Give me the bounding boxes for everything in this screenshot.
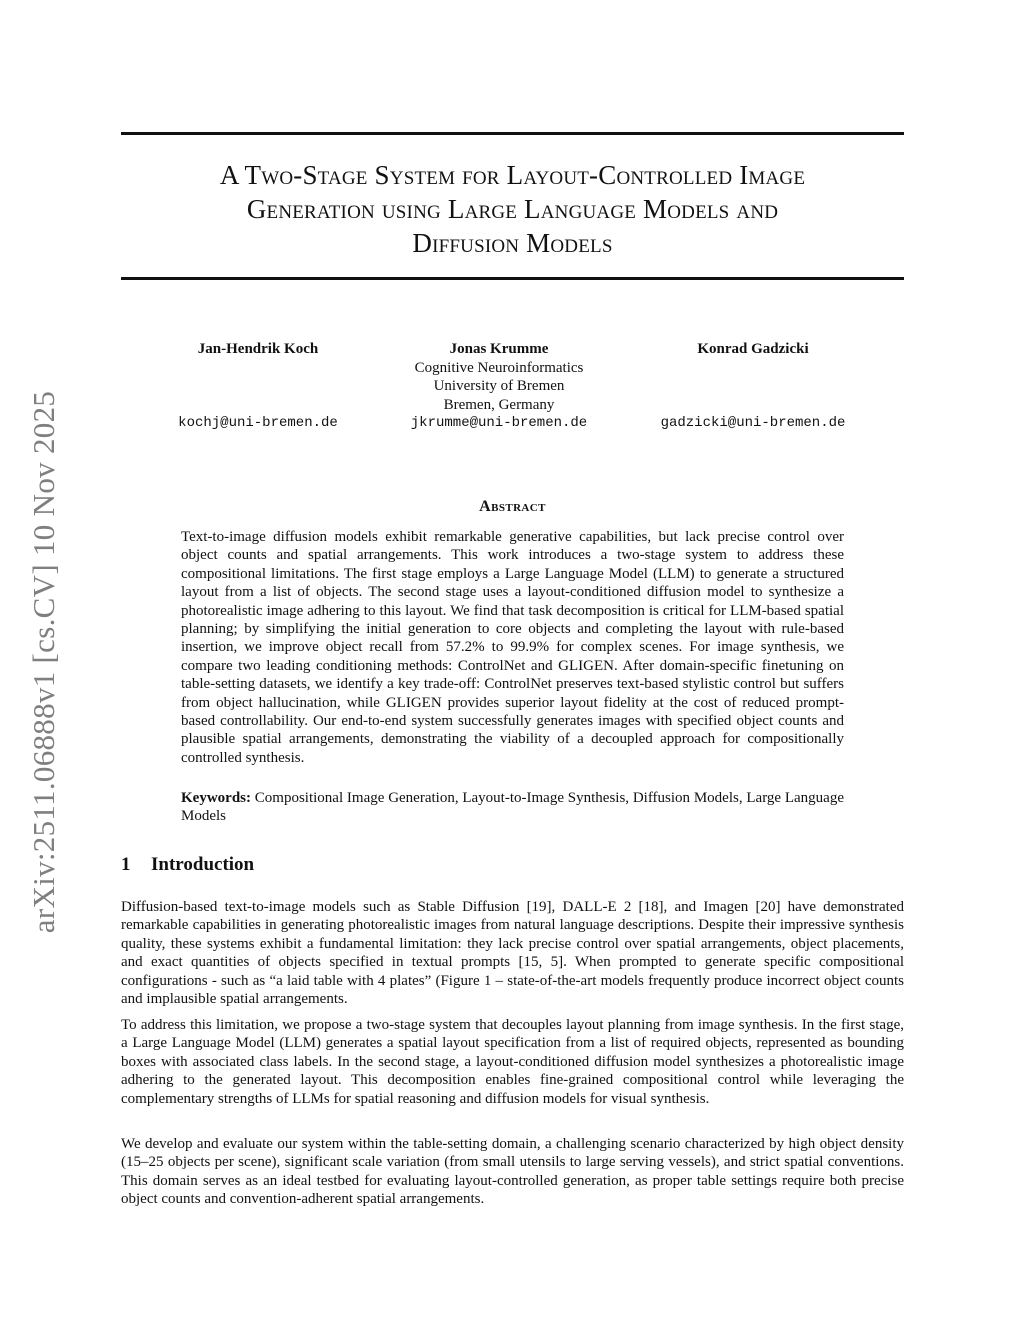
intro-paragraph: We develop and evaluate our system within the table-setting domain, a challenging scenario characterized by high object density (15–25 objects per scene), significant scale variation (from small utensils to large serving vessels), and strict spatial conventions. This domain serves as an ideal testbed for evaluating layout-controlled generation, as proper table settings require both precise object counts and convention-adherent spatial arrangements. <box>121 1136 904 1208</box>
keywords <box>181 789 844 826</box>
title-rule-bottom <box>121 277 904 280</box>
author-affiliation: Bremen, Germany <box>443 396 555 413</box>
author-name: Jan-Hendrik Koch <box>197 341 319 357</box>
author-block <box>160 340 356 431</box>
section-title: Introduction <box>151 854 255 875</box>
section-heading <box>121 854 721 876</box>
author-affiliation: Cognitive Neuroinformatics <box>414 359 584 376</box>
intro-paragraph: To address this limitation, we propose a two-stage system that decouples layout planning from image synthesis. In the first stage, a Large Language Model (LLM) generates a spatial layout specification from a list of required objects, represented as bounding boxes with associated class labels. In the second stage, a layout-conditioned diffusion model synthesizes a photorealistic image adhering to the generated layout. This decomposition enables fine-grained compositional control while leveraging the complementary strengths of LLMs for spatial reasoning and diffusion models for visual synthesis. <box>121 1017 904 1107</box>
author-name: Konrad Gadzicki <box>697 341 809 357</box>
paper-title <box>121 158 904 260</box>
title-line: Diffusion Models <box>412 228 613 258</box>
author-email[interactable]: gadzicki@uni-bremen.de <box>660 415 846 431</box>
title-line: Generation using Large Language Models and <box>246 194 779 224</box>
keywords-list: Compositional Image Generation, Layout-to-Image Synthesis, Diffusion Models, Large Language Models <box>181 790 844 825</box>
author-block <box>390 340 608 431</box>
author-email[interactable]: kochj@uni-bremen.de <box>178 415 338 431</box>
intro-paragraph: Diffusion-based text-to-image models such as Stable Diffusion [19], DALL-E 2 [18], and Imagen [20] have demonstrated remarkable capabilities in generating photorealistic images from natural language descriptions. Despite their impressive synthesis quality, these systems exhibit a fundamental limitation: they lack precise control over spatial arrangements, object placements, and exact quantities of objects specified in textual prompts [15, 5]. When prompted to generate specific compositional configurations - such as “a laid table with 4 plates” (Figure 1 – state-of-the-art models frequently produce incorrect object counts and implausible spatial arrangements. <box>121 899 904 1008</box>
abstract-heading <box>121 498 904 516</box>
author-name: Jonas Krumme <box>449 341 549 357</box>
abstract-text: Text-to-image diffusion models exhibit remarkable generative capabilities, but lack precise control over object counts and spatial arrangements. This work introduces a two-stage system to address these compositional limitations. The first stage employs a Large Language Model (LLM) to generate a structured layout from a list of objects. The second stage uses a layout-conditioned diffusion model to synthesize a photorealistic image adhering to this layout. We find that task decomposition is critical for LLM-based spatial planning; by simplifying the initial generation to core objects and completing the layout with rule-based insertion, we improve object recall from 57.2% to 99.9% for complex scenes. For image synthesis, we compare two leading conditioning methods: ControlNet and GLIGEN. After domain-specific finetuning on table-setting datasets, we identify a key trade-off: ControlNet preserves text-based stylistic control but suffers from object hallucination, while GLIGEN provides superior layout fidelity at the cost of reduced prompt-based controllability. Our end-to-end system successfully generates images with specified object counts and plausible spatial arrangements, demonstrating the viability of a decoupled approach for compositionally controlled synthesis. <box>181 529 844 766</box>
author-block <box>640 340 866 431</box>
section-number: 1 <box>121 854 131 875</box>
keywords-label: Keywords: <box>181 790 251 806</box>
author-email[interactable]: jkrumme@uni-bremen.de <box>410 415 588 431</box>
arxiv-identifier: arXiv:2511.06888v1 [cs.CV] 10 Nov 2025 <box>26 390 61 934</box>
title-rule-top <box>121 132 904 135</box>
author-affiliation: University of Bremen <box>433 378 565 394</box>
abstract-heading-text: Abstract <box>479 498 546 515</box>
title-line: A Two-Stage System for Layout-Controlled Image <box>219 160 806 190</box>
